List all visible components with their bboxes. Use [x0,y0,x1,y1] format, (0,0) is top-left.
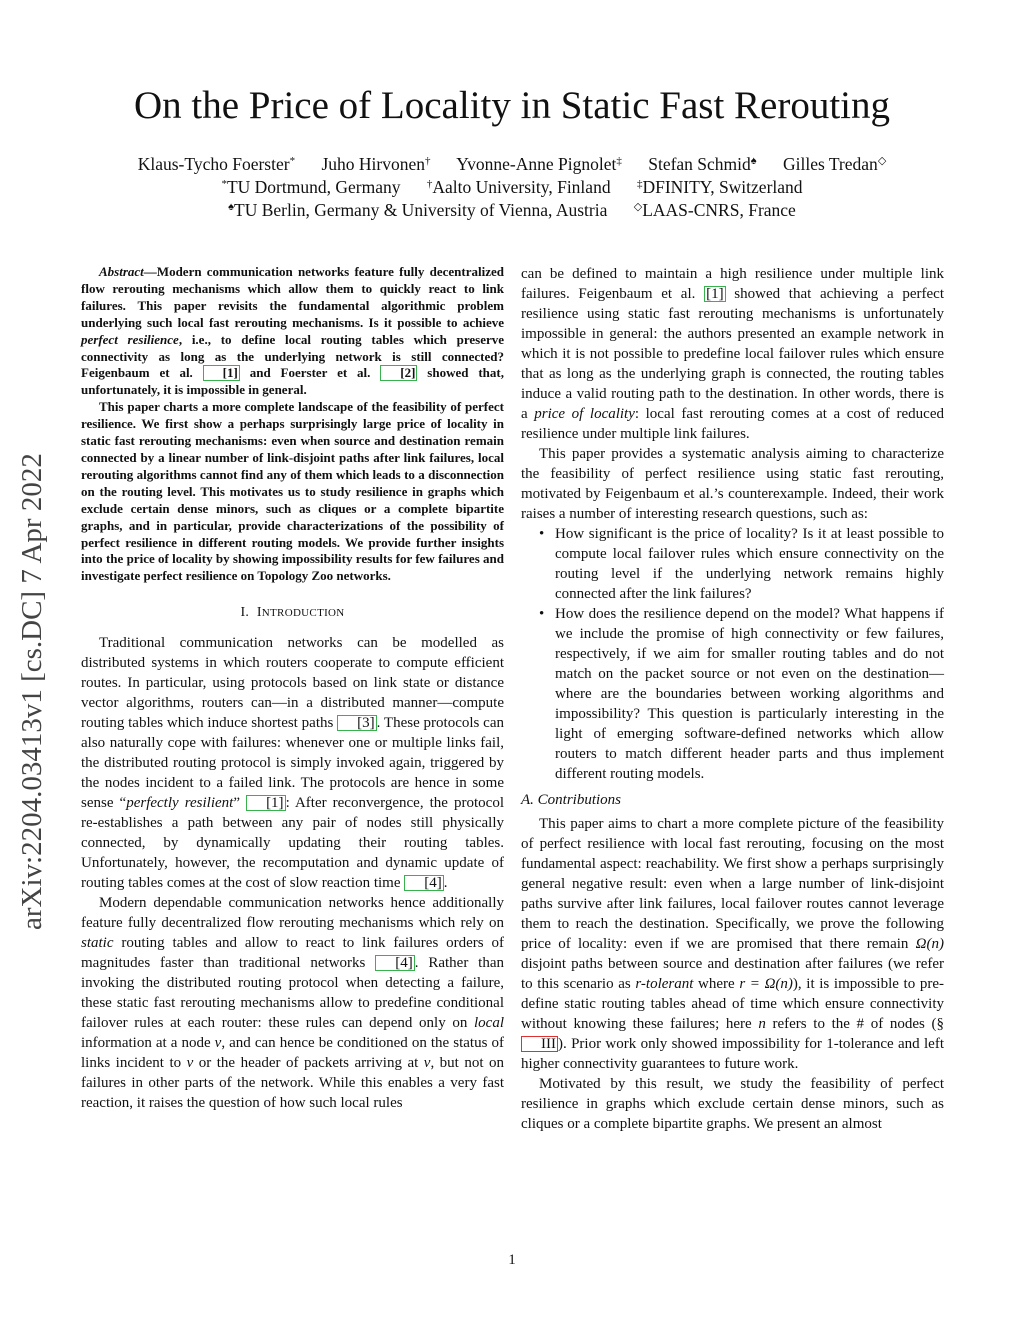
author-mark: † [425,155,431,167]
body-emphasis: static [81,935,114,952]
author-block [0,153,1024,222]
body-text: : local fast rerouting comes at a cost of reduced resilience under multiple link failures. [521,406,944,442]
affiliation-line-1 [0,176,1024,199]
intro-paragraph-3 [521,264,944,444]
author-name: Stefan Schmid [648,154,751,174]
body-emphasis: price of locality [534,406,635,422]
arxiv-identifier[interactable]: arXiv:2204.03413v1 [cs.DC] 7 Apr 2022 [16,453,48,930]
section-title-initial: I [256,605,262,621]
intro-paragraph-2 [81,893,504,1113]
author-mark: ◇ [877,155,887,167]
section-number: I. [240,605,250,621]
section-reference-link[interactable]: III [521,1036,558,1052]
math-variable: n [758,1016,766,1032]
body-emphasis: local [474,1015,504,1032]
affiliation: LAAS-CNRS, France [642,200,796,220]
abstract-text: Modern communication networks feature fully decentralized flow rerouting mechanisms which allow them to quickly react to link failures. This paper revisits the fundamental algorithmic problem underlying such local fast rerouting mechanisms. Is it possible to achieve [81,264,504,330]
affiliation-mark: † [426,178,433,190]
math-variable: v [423,1055,431,1072]
author-name: Klaus-Tycho Foerster [137,154,290,174]
body-text: ). Prior work only showed impossibility for 1-tolerance and left higher connectivity guarantees to future work. [521,1036,944,1072]
body-text: routing tables and allow to react to link failures orders of magnitudes faster than traditional networks [81,935,504,972]
abstract-text: , i.e., to define local routing tables which preserve connectivity as long as the underlying network is still connected? Feigenbaum et al. [81,331,505,381]
author-mark: ♠ [750,155,757,167]
citation-link[interactable]: [3] [337,715,377,731]
body-text: . [443,875,448,892]
list-item: • How does the resilience depend on the model? What happens if we include the promise of high connectivity or few failures, respectively, if we aim for smaller routing tables and do not match on the packet source or not even on the destination—where are the boundaries between working algorithms and impossibility? This question is particularly interesting in the light of emerging software-defined networks which allow routers to match different header parts and thus implement different routing models. [555,604,944,784]
math-expression: Ω(n) [915,936,944,952]
citation-link[interactable]: [4] [375,955,415,971]
body-text: information at a node [81,1035,215,1052]
author-name: Yvonne-Anne Pignolet [456,154,617,174]
abstract-text: and Foerster et al. [239,365,381,381]
author-mark: ‡ [616,155,622,167]
body-emphasis: perfectly resilient [126,795,234,812]
body-text: Traditional communication networks can be modelled as distributed systems in which routers cooperate to compute efficient routes. In particular, using protocols based on link state or distance vector algorithms, routers can—in a distributed manner—compute routing tables which induce shortest paths [81,635,504,732]
body-text: or the header of packets arriving at [193,1055,424,1072]
affiliation-mark: ‡ [636,178,643,190]
abstract-dash: — [143,264,157,279]
list-item: • How significant is the price of locality? Is it at least possible to compute local failover rules which ensure connectivity on the routing level if the underlying network remains highly connected after the link failures? [555,524,944,604]
subsection-heading-contributions: A. Contributions [521,792,622,808]
body-emphasis: r-tolerant [635,976,694,992]
citation-link[interactable]: [4] [404,875,444,891]
citation-link[interactable]: [1] [203,365,240,381]
body-text: This paper aims to chart a more complete picture of the feasibility of perfect resilience with local fast rerouting, focusing on the most fundamental aspect: reachability. We first show a perhaps surprisingly general negative result: even when a large number of link-disjoint paths survive after link failures, local failover routes cannot leverage them to reach the destination. Specifically, we prove the following price of locality: even if we are promised that there remain [521,816,944,952]
body-text: , but not on failures in other parts of the network. While this enables a very fast reaction, it raises the question of how such local rules [81,1055,504,1112]
body-text: refers to the # of nodes (§ [765,1016,944,1032]
intro-paragraph-1 [81,633,504,893]
citation-link[interactable]: [2] [380,365,417,381]
abstract-text: showed that, unfortunately, it is impossible in general. [81,365,504,398]
affiliation-mark: * [221,178,227,190]
body-text: ” [233,795,247,812]
affiliation-line-2 [0,199,1024,222]
body-text: . Rather than invoking the distributed routing protocol when detecting a failure, these static fast rerouting mechanisms allow to predefine conditional failover rules at each router: these rules can depend only on [81,955,504,1032]
contributions-paragraph-2: Motivated by this result, we study the feasibility of perfect resilience in graphs which exclude certain dense minors, such as cliques or a complete bipartite graphs. We present an almost [521,1076,944,1132]
affiliation-mark: ♠ [228,201,235,213]
abstract-paragraph-1 [81,264,504,399]
body-text: showed that achieving a perfect resilience using static fast rerouting mechanisms is unfortunately impossible in general: the authors presented an example network in which it is not possible to predefine local failover rules which ensure that as long as the underlying graph is connected, the routing tables induce a valid routing path to the destination. In other words, there is a [521,286,944,422]
author-mark: * [289,155,296,167]
abstract-emphasis: perfect resilience [81,331,179,347]
section-heading-introduction [81,603,504,623]
body-text: , and can hence be conditioned on the status of links incident to [81,1035,504,1072]
affiliation: DFINITY, Switzerland [642,177,803,197]
math-expression: r = Ω(n) [739,976,793,992]
body-text: disjoint paths between source and destination after failures (we refer to this scenario as [521,956,944,992]
section-title-rest: NTRODUCTION [261,607,345,620]
contributions-paragraph-1 [521,814,944,1074]
left-column [81,264,504,1113]
body-text: can be defined to maintain a high resilience under multiple link failures. Feigenbaum et al. [521,266,944,302]
affiliation: TU Dortmund, Germany [226,177,401,197]
author-name: Gilles Tredan [783,154,878,174]
intro-paragraph-4: This paper provides a systematic analysis aiming to characterize the feasibility of perfect resilience using static fast rerouting, motivated by Feigenbaum et al.’s counterexample. Indeed, their work raises a number of interesting research questions, such as: [521,446,944,522]
citation-link[interactable]: [1] [246,795,286,811]
affiliation: TU Berlin, Germany & University of Vienna, Austria [234,200,608,220]
affiliation: Aalto University, Finland [432,177,611,197]
right-column [521,264,944,1134]
body-text: : After reconvergence, the protocol re-establishes a path between any pair of nodes still physically connected, by dynamically updating their routing tables. Unfortunately, however, the recomputation and dynamic update of routing tables comes at the cost of slow reaction time [81,795,504,892]
author-name: Juho Hirvonen [321,154,425,174]
body-text: where [693,976,740,992]
body-text: ), it is impossible to pre-define static routing tables ahead of time which ensure connectivity without knowing these failures; here [521,976,945,1032]
affiliation-mark: ◇ [633,201,643,213]
citation-link[interactable]: [1] [706,286,724,302]
body-text: Modern dependable communication networks hence additionally feature fully decentralized flow rerouting mechanisms which rely on [81,895,504,932]
math-variable: v [214,1035,222,1052]
body-text: . These protocols can also naturally cope with failures: whenever one or multiple links fail, the distributed routing protocol is simply invoked again, triggered by the nodes incident to a failed link. The protocols are hence in some sense “ [81,715,504,812]
paper-title: On the Price of Locality in Static Fast Rerouting [133,84,891,127]
author-names [0,153,1024,176]
abstract-paragraph-2: This paper charts a more complete landscape of the feasibility of perfect resilience. We first show a perhaps surprisingly large price of locality in static fast rerouting mechanisms: even when source and destination remain connected by a linear number of link-disjoint paths after link failures, local rerouting algorithms cannot find any of them which leads to a disconnection on the routing level. This motivates us to study resilience in graphs which exclude certain dense minors, such as cliques or a complete bipartite graphs, and in particular, provide characterizations of the possibility of perfect resilience in different routing models. We provide further insights into the price of locality by showing impossibility results for few failures and investigate perfect resilience on Topology Zoo networks. [81,399,504,584]
page-number: 1 [508,1252,516,1268]
math-variable: v [186,1055,194,1072]
abstract-label: Abstract [99,264,144,279]
research-questions-list [521,524,944,784]
